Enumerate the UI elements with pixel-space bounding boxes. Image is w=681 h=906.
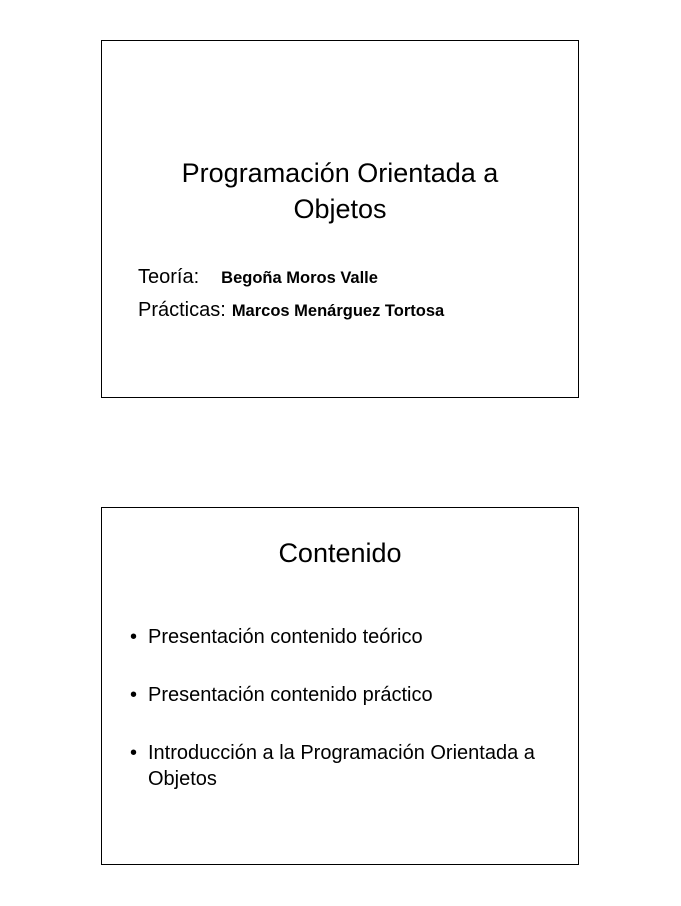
- slide-title: [102, 155, 578, 227]
- credit-label: Teoría:: [138, 266, 200, 288]
- slide-contents: [101, 507, 579, 865]
- bullet-item: [130, 624, 550, 650]
- bullet-icon: •: [130, 742, 138, 764]
- slide-title-page: [101, 40, 579, 398]
- bullet-item: [130, 740, 550, 792]
- bullet-text: Introducción a la Programación Orientada a Objetos: [148, 742, 535, 790]
- slide-title: Contenido: [278, 538, 402, 568]
- credit-name: Marcos Menárguez Tortosa: [231, 302, 445, 320]
- bullet-icon: •: [130, 684, 138, 706]
- credit-row-practice: [138, 297, 444, 324]
- bullet-list: [130, 624, 550, 792]
- bullet-text: Presentación contenido práctico: [148, 684, 433, 706]
- bullet-text: Presentación contenido teórico: [148, 626, 423, 648]
- credit-name: Begoña Moros Valle: [221, 269, 378, 287]
- bullet-icon: •: [130, 626, 138, 648]
- bullet-item: [130, 682, 550, 708]
- title-line: Programación Orientada a: [181, 158, 499, 188]
- credit-row-theory: [138, 264, 378, 291]
- credit-label: Prácticas:: [138, 299, 226, 321]
- title-line: Objetos: [293, 194, 387, 224]
